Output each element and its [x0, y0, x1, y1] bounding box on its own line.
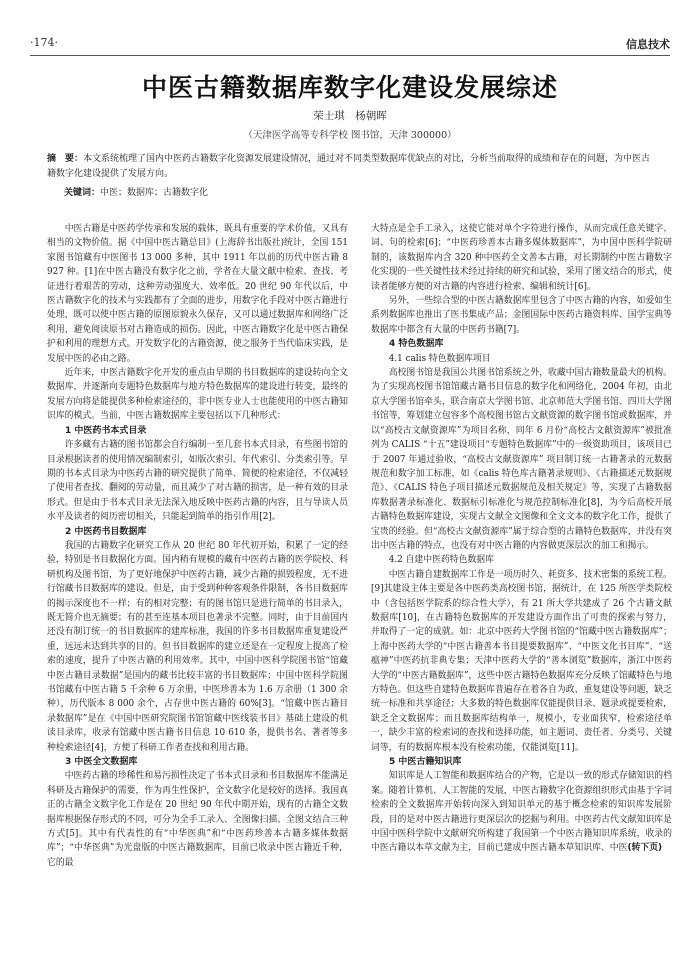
abstract-label: 摘 要：	[47, 154, 84, 164]
body-paragraph: 中医古籍是中医药学传承和发展的载体，既具有重要的学术价值，又具有相当的文物价值。据《中国中医古籍总目》(上海辞书出版社)统计，全国 151 家图书馆藏有中医图书 13 000 多种，其中 1911 年以前的历代中医古籍 8 927 种。[1]在中医古籍没有数字化之前，学者在大量文献中检索、查找、考证进行着艰苦的劳动，这种劳动强度大、效率低。20 世纪 90 年代以后，中医古籍数字化的技术与实践都有了全面的进步，用数字化手段对中医古籍进行处理，既可以使中医古籍的原图原貌永久保存，又可以通过数据库和网络广泛利用，避免阅读原书对古籍造成的损伤。因此，中医古籍数字化是中医古籍保护和利用的理想方式。开发数字化的古籍资源，使之服务于当代临床实践，是发展中医的必由之路。	[47, 224, 348, 364]
body-paragraph: 许多藏有古籍的图书馆都会自行编制一至几套书本式目录，有些图书馆的目录根据读者的使用情况编制索引，如版次索引、年代索引、分类索引等。早期的书本式目录为中医药古籍的研究提供了简单、简便的检索途径，不仅减轻了使用者查找、翻阅的劳动量，而且减少了对古籍的损害，是一种有效的目录形式。但是由于书本式目录无法深入地反映中医药古籍的内容，且与导读人员水平及读者的阅历密切相关，只能起到简单的指引作用[2]。	[47, 440, 348, 523]
body-column-right	[371, 222, 672, 942]
running-header	[30, 36, 670, 54]
keywords-label: 关键词：	[64, 188, 101, 198]
body-paragraph: 大特点是全手工录入，这使它能对单个字符进行操作，从而完成任意关键字、词、句的检索[6]；“中医药珍善本古籍多媒体数据库”，为中国中医科学院研制的，该数据库内含 320 种中医药全文善本古籍，对长期制约中医古籍数字化实现的一些关键性技术经过持续的研究和试验，采用了图文结合的形式，使读者能够方便的对古籍的内容进行检索、编辑和统计[6]。	[371, 224, 672, 292]
abstract	[47, 152, 653, 182]
section-label: 信息技术	[626, 38, 670, 51]
body-paragraph: 近年来，中医古籍数字化开发的重点由早期的书目数据库的建设转向全文数据库，并逐渐向专题特色数据库与地方特色数据库的建设进行转变，最终的发展方向将是能提供多种检索途径的，非中医专业人士也能使用的中医古籍知识库的模式。当前，中医古籍数据库主要包括以下几种形式：	[47, 368, 348, 422]
subsection-heading: 4.2 自建中医药特色数据库	[388, 555, 494, 566]
section-heading: 4 特色数据库	[389, 339, 444, 350]
keywords	[64, 186, 653, 201]
author-affiliation: （天津医学高等专科学校 图书馆，天津 300000）	[243, 130, 457, 141]
body-paragraph: 我国的古籍数字化研究工作从 20 世纪 80 年代初开始，积累了一定的经验，特别是书目数据化方面。国内稍有规模的藏有中医药古籍的医学院校、科研机构及图书馆，为了更好地保护中医药古籍，减少古籍的损毁程度，无不进行馆藏书目数据库的建设。但是，由于受到种种客观条件限制，各书目数据库的揭示深度也不一样；有的相对完整；有的图书馆只是进行简单的书目录入，既无简介也无摘要；有的甚至连基本项目也著录不完整。同时，由于目前国内还没有制订统一的书目数据库的建库标准，我国的许多书目数据库重复建设严重，远远未达到共享的目的。但书目数据库的建立还是在一定程度上提高了检索的速度，提升了中医古籍的利用效率。其中，中国中医科学院图书馆“馆藏中医古籍目录数据”是国内的藏书比较丰富的书目数据库；中国中医科学院图书馆藏有中医古籍 5 千余种 6 万余册，中医珍善本为 1.6 万余册（1 300 余种），历代版本 8 000 余个，占存世中医古籍的 60%[3]。“馆藏中医古籍目录数据库”是在《中国中医研究院图书馆馆藏中医线装书目》基础上建设的机读目录库，收录有馆藏中医古籍书目信息 10 610 条，提供书名、著者等多种检索途径[4]，方便了科研工作者查找和利用古籍。	[47, 540, 348, 753]
article-authors: 荣士琪 杨朝晖	[313, 110, 387, 122]
continued-note: (转下页)	[627, 843, 663, 854]
abstract-text: 本文系统梳理了国内中医药古籍数字化资源发展建设情况，通过对不同类型数据库优缺点的对比，分析当前取得的成绩和存在的问题，为中医古籍数字化建设提供了发展方向。	[47, 154, 651, 179]
body-column-left	[47, 222, 348, 942]
body-paragraph: 另外，一些综合型的中医古籍数据库里包含了中医古籍的内容，如爱如生系列数据库也推出了医书集成产品；金图国际中医药古籍资料库、国学宝典等数据库中都含有大量的中医药书籍[7]。	[371, 296, 672, 335]
body-paragraph: 中医药古籍的珍稀性和易污损性决定了书本式目录和书目数据库不能满足科研及古籍保护的需要，作为再生性保护，全文数字化是较好的选择。我国真正的古籍全文数字化工作是在 20 世纪 90 年代中期开始，现有的古籍全文数据库根据保存形式的不同，可分为全手工录入、全图像扫描、全图文结合三种方式[5]。其中有代表性的有“中华医典”和“中医药珍善本古籍多媒体数据库”；“中华医典”为光盘版的中医古籍数据库，目前已收录中医古籍近千种，它的最	[47, 771, 348, 868]
section-heading: 3 中医全文数据库	[65, 757, 138, 768]
body-paragraph: 知识库是人工智能和数据库结合的产物，它是以一致的形式存储知识的档案。随着计算机、人工智能的发展，中医古籍数字化资源组织形式由基于字词检索的全文数据库开始转向深入到知识单元的基于概念检索的知识库发展阶段，目的是对中医古籍进行更深层次的挖掘与利用。中医药古代文献知识库是中国中医科学院中文献研究所构建了我国第一个中医古籍知识库系统，收录的中医古籍以本草文献为主，目前已建成中医古籍本草知识库、中医(转下页)	[371, 771, 672, 854]
section-heading: 2 中医药书目数据库	[65, 526, 147, 537]
body-paragraph: 中医古籍自建数据库工作是一项历时久、耗资多、技术密集的系统工程。[9]其建设主体主要是各中医药类高校图书馆，据统计，在 125 所医学类院校中（含包括医学院系的综合性大学），有 21 所大学共建成了 26 个古籍文献数据库[10]，在古籍特色数据库的开发建设方面作出了可贵的探索与努力，并取得了一定的成就。如：北京中医药大学图书馆的“馆藏中医古籍数据库”；上海中医药大学的“中医古籍善本书目提要数据库”、“中医文化书目库”、“送瘟神”中医药抗非典专集；天津中医药大学的“善本浏览”数据库，浙江中医药大学的“中医古籍数据库”，这些中医古籍特色数据库充分反映了馆藏特色与地方特色。但这些自建特色数据库普遍存在着各自为政、重复建设等问题，缺乏统一标准和共享途径；大多数的特色数据库仅能提供目录、题录或提要检索，缺乏全文数据库；而且数据库结构单一，规模小，专业面狭窄，检索途径单一，缺少丰富的检索词的查找和选择功能，如主题词、责任者、分类号、关键词等，有的数据库根本没有检索功能，仅能浏览[11]。	[371, 569, 672, 753]
subsection-heading: 4.1 calis 特色数据库项目	[388, 353, 491, 364]
header-divider	[30, 55, 670, 56]
page-number: ·174·	[30, 36, 58, 49]
section-heading: 5 中医古籍知识库	[389, 757, 462, 768]
section-heading: 1 中医药书本式目录	[65, 425, 147, 436]
keywords-text: 中医；数据库；古籍数字化	[100, 188, 209, 198]
article-title: 中医古籍数据库数字化建设发展综述	[141, 73, 558, 102]
body-paragraph: 高校图书馆是我国公共图书馆系统之外，收藏中国古籍数量最大的机构。为了实现高校图书馆馆藏古籍书目信息的数字化和网络化，2004 年初，由北京大学图书馆牵头，联合南京大学图书馆、北京师范大学图书馆、四川大学图书馆等，筹划建立包容多个高校图书馆古文献资源的数字图书馆或数据库，并以“高校古文献资源库”为项目名称，同年 6 月份“高校古文献资源库”被批准列为 CALIS “十五”建设项目“专题特色数据库”中的一级资助项目，该项目已于 2007 年通过验收，“高校古文献资源库” 项目制订统一古籍著录的元数据规范和数字加工标准，如《calis 特色库古籍著录规则》、《古籍描述元数据规范》、《CALIS 特色子项目描述元数据规范及相关规定》等，实现了古籍数据库数据著录标准化、数据标引标准化与规范控制标准化[8]，为今后高校开展古籍特色数据库建设，实现古文献全文图像和全文文本的数字化工作，提供了宝贵的经验。但“高校古文献资源库”属于综合型的古籍特色数据库，并没有突出中医古籍的特点，也没有对中医古籍的内容做更深层次的加工和揭示。	[371, 368, 672, 551]
